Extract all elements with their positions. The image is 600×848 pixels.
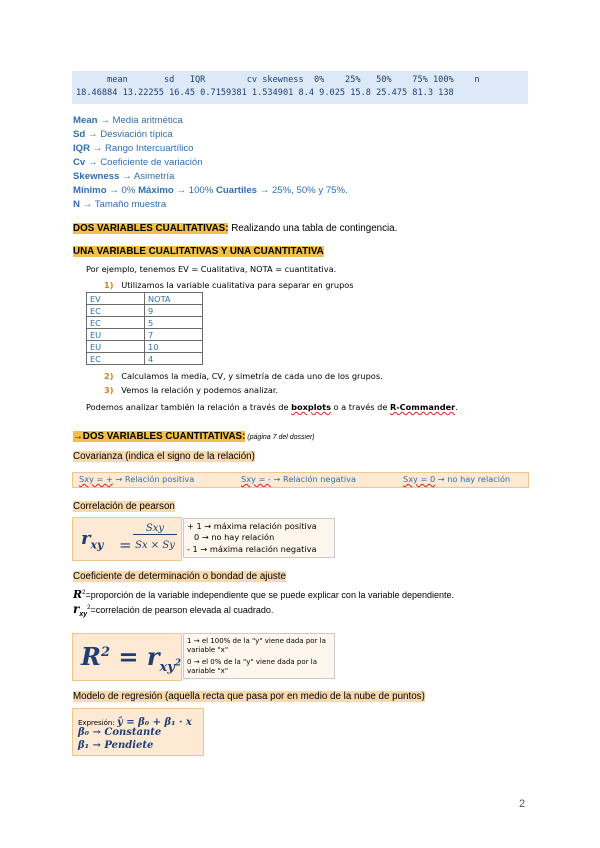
step-1: 1) Utilizamos la variable cualitativa para separar en grupos: [104, 280, 354, 290]
table-row: [87, 317, 203, 329]
table-cell: 9: [145, 305, 203, 317]
table-cell: EC: [87, 353, 145, 365]
pearson-numerator: Sxy: [133, 523, 177, 535]
table-row: [87, 341, 203, 353]
table-cell: EU: [87, 329, 145, 341]
table-cell: EC: [87, 317, 145, 329]
pearson-note-2: 0 → no hay relación: [194, 532, 275, 542]
covariance-box: [72, 472, 529, 488]
determination-line-1: $R^2=proporción$ de la variable independiente que se puede explicar con la variable dependiente.: [73, 588, 455, 601]
determination-line-2: $r_{xy}^2=correlación$ de pearson elevada al cuadrado.: [73, 602, 274, 618]
pearson-r-symbol: $r_{xy}$: [81, 528, 104, 552]
section-two-quantitative: →DOS VARIABLES CUANTITATIVAS: (página 7 del dossier): [73, 431, 315, 442]
table-cell: 4: [145, 353, 203, 365]
covariance-positive: Sxy = + → Relación positiva: [79, 474, 195, 484]
table-cell: 5: [145, 317, 203, 329]
table-cell: 7: [145, 329, 203, 341]
table-header-row: [87, 293, 203, 305]
section-two-qualitative: DOS VARIABLES CUALITATIVAS: Realizando una tabla de contingencia.: [73, 223, 398, 234]
pearson-note-3: - 1 → máxima relación negativa: [187, 544, 317, 554]
covariance-negative: Sxy = - → Relación negativa: [241, 474, 357, 484]
stats-header-row: mean sd IQR cv skewness 0% 25% 50% 75% 100% n: [76, 75, 480, 85]
section-qual-quant-outro: Podemos analizar también la relación a través de boxplots o a través de R-Commander.: [86, 402, 458, 412]
regression-expression: Expresión: ŷ = β₀ + β₁ · x: [78, 717, 192, 728]
ev-nota-table: [86, 292, 203, 365]
regression-slope: β₁ → Pendiete: [78, 740, 154, 751]
determination-note-1: 1 → el 100% de la "y" viene dada por la variable "x": [187, 637, 326, 654]
definition-mean: Mean → Media aritmética: [73, 115, 183, 126]
pearson-title: Correlación de pearson: [73, 501, 175, 512]
table-row: [87, 305, 203, 317]
stats-output-box: [72, 71, 528, 104]
determination-note-2: 0 → el 0% de la "y" viene dada por la variable "x": [187, 658, 317, 675]
definition-skewness: Skewness → Asimetría: [73, 171, 175, 182]
covariance-title: Covarianza (indica el signo de la relación): [73, 451, 255, 462]
regression-title: Modelo de regresión (aquella recta que pasa por en medio de la nube de puntos): [73, 691, 425, 702]
regression-constant: β₀ → Constante: [78, 727, 162, 738]
definition-iqr: IQR → Rango Intercuartílico: [73, 143, 194, 154]
pearson-notes-box: [183, 518, 335, 558]
table-header-cell: EV: [87, 293, 145, 305]
definition-min-max: Mínimo → 0% Máximo → 100% Cuartiles → 25%, 50% y 75%.: [73, 185, 348, 196]
step-3: 3) Vemos la relación y podemos analizar.: [104, 385, 279, 395]
section-qual-quant-title: UNA VARIABLE CUALITATIVAS Y UNA CUANTITATIVA: [73, 246, 324, 257]
definition-n: N → Tamaño muestra: [73, 199, 167, 210]
page-number: 2: [519, 798, 526, 810]
table-header-cell: NOTA: [145, 293, 203, 305]
section-qual-quant-intro: Por ejemplo, tenemos EV = Cualitativa, NOTA = cuantitativa.: [86, 264, 337, 274]
stats-values-row: 18.46884 13.22255 16.45 0.7159381 1.534901 8.4 9.025 15.8 25.475 81.3 138: [76, 88, 454, 98]
determination-notes-box: [183, 633, 335, 679]
pearson-note-1: + 1 → máxima relación positiva: [187, 521, 317, 531]
pearson-formula-box: $r_{xy}$ = Sxy Sx × Sy: [72, 517, 182, 561]
table-cell: EC: [87, 305, 145, 317]
determination-title: Coeficiente de determinación o bondad de ajuste: [73, 571, 286, 582]
definitions-list: [73, 114, 348, 212]
definition-cv: Cv → Coeficiente de variación: [73, 157, 203, 168]
step-2: 2) Calculamos la media, CV, y simetría de cada uno de los grupos.: [104, 371, 383, 381]
determination-formula-box: [72, 633, 182, 681]
table-row: [87, 353, 203, 365]
regression-formula-box: [72, 708, 204, 756]
table-cell: 10: [145, 341, 203, 353]
covariance-none: Sxy = 0 → no hay relación: [403, 474, 511, 484]
pearson-denominator: Sx × Sy: [135, 540, 175, 551]
table-row: [87, 329, 203, 341]
definition-sd: Sd → Desviación típica: [73, 129, 173, 140]
determination-formula: $R^2 = r_{xy^2}$: [81, 642, 182, 675]
table-cell: EU: [87, 341, 145, 353]
